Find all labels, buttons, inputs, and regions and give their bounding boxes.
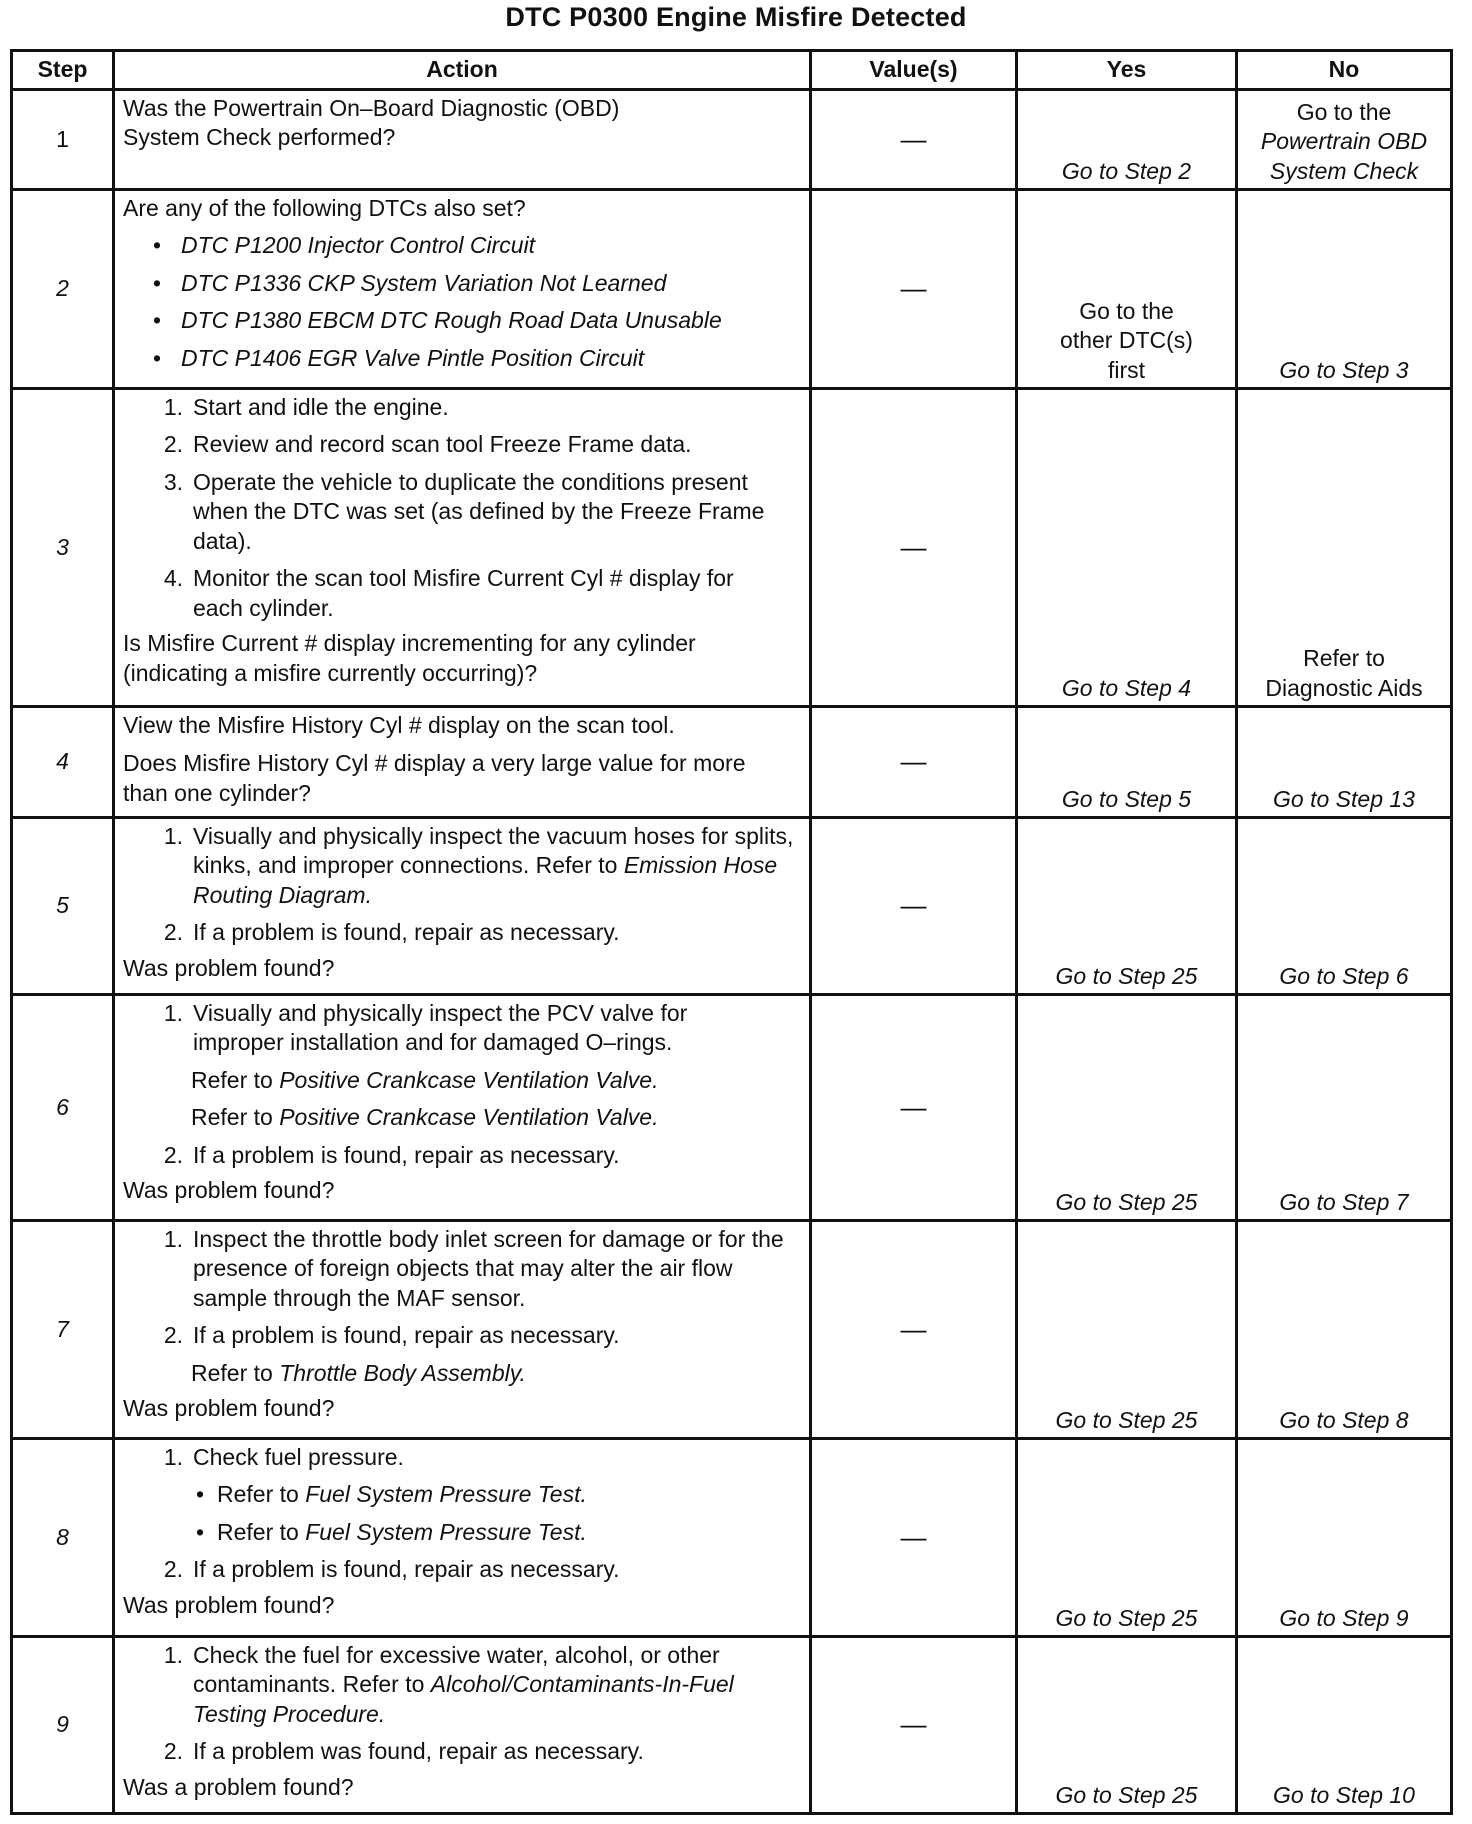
- action-cell: [114, 90, 811, 190]
- list-item: • Refer to Fuel System Pressure Test.: [183, 1480, 803, 1509]
- action-cell: [114, 190, 811, 389]
- list-item: 2. If a problem is found, repair as necessary.: [123, 918, 803, 947]
- no-link-text: Powertrain OBD System Check: [1260, 128, 1428, 184]
- no-cell: Go to Step 9: [1237, 1439, 1452, 1637]
- yes-cell: Go to Step 25: [1017, 995, 1237, 1221]
- value-cell: —: [811, 90, 1017, 190]
- step-number: [12, 1637, 114, 1814]
- list-item: 1. Check the fuel for excessive water, alcohol, or other contaminants. Refer to Alcohol/Contaminants-In-Fuel Testing Procedure.: [123, 1641, 803, 1729]
- step-number-text: 2: [56, 275, 69, 302]
- no-cell: Go to Step 7: [1237, 995, 1452, 1221]
- header-values: Value(s): [811, 51, 1017, 90]
- table-row: [12, 389, 1452, 707]
- item-reference: Positive Crankcase Ventilation Valve.: [279, 1104, 659, 1131]
- refer-prefix: Refer to: [191, 1359, 273, 1386]
- table-row: [12, 818, 1452, 995]
- value-cell: —: [811, 707, 1017, 818]
- bullet-text: DTC P1406 EGR Valve Pintle Position Circuit: [181, 344, 645, 371]
- list-item: 1. Visually and physically inspect the vacuum hoses for splits, kinks, and improper connections. Refer to Emission Hose Routing Diagram.: [123, 822, 803, 910]
- bullet-text: DTC P1380 EBCM DTC Rough Road Data Unusable: [181, 307, 722, 334]
- step-number: 1: [12, 90, 114, 190]
- action-cell: [114, 1439, 811, 1637]
- action-intro: Are any of the following DTCs also set?: [123, 195, 526, 221]
- action-cell: [114, 1221, 811, 1439]
- action-question: Was problem found?: [123, 1591, 335, 1618]
- item-reference: Alcohol/Contaminants-In-Fuel Testing Procedure.: [193, 1671, 734, 1727]
- step-number-text: 6: [56, 1093, 69, 1120]
- item-text: If a problem is found, repair as necessary.: [193, 1141, 620, 1168]
- no-text: Refer to Diagnostic Aids: [1265, 645, 1423, 701]
- value-cell: —: [811, 995, 1017, 1221]
- step-number-text: 3: [56, 533, 69, 560]
- refer-prefix: Refer to: [217, 1481, 299, 1508]
- header-action: Action: [114, 51, 811, 90]
- list-item: • Refer to Fuel System Pressure Test.: [183, 1518, 803, 1547]
- header-yes: Yes: [1017, 51, 1237, 90]
- list-item: 2. If a problem was found, repair as necessary.: [123, 1737, 803, 1766]
- item-text: If a problem is found, repair as necessary.: [193, 1556, 620, 1583]
- step-number: [12, 389, 114, 707]
- item-text: [217, 1480, 587, 1509]
- action-question: Does Misfire History Cyl # display a very large value for more than one cylinder?: [123, 750, 746, 806]
- table-row: [12, 1439, 1452, 1637]
- list-item: 2. If a problem is found, repair as necessary.: [123, 1555, 803, 1584]
- item-text: Review and record scan tool Freeze Frame data.: [193, 431, 692, 458]
- no-cell: Go to Step 3: [1237, 190, 1452, 389]
- value-cell: —: [811, 1221, 1017, 1439]
- yes-cell: Go to Step 25: [1017, 1439, 1237, 1637]
- table-row: [12, 90, 1452, 190]
- item-text: [193, 1641, 803, 1729]
- value-cell: —: [811, 190, 1017, 389]
- item-reference: Fuel System Pressure Test.: [305, 1481, 587, 1508]
- no-cell: Go to Step 10: [1237, 1637, 1452, 1814]
- item-text: Monitor the scan tool Misfire Current Cyl # display for each cylinder.: [193, 565, 734, 621]
- yes-cell: Go to Step 2: [1017, 90, 1237, 190]
- refer-line: [191, 1359, 803, 1388]
- list-item: 1. Start and idle the engine.: [123, 393, 803, 422]
- diagnostic-table: [10, 49, 1453, 1815]
- header-step: Step: [12, 51, 114, 90]
- no-cell: Go to Step 13: [1237, 707, 1452, 818]
- action-cell: [114, 1637, 811, 1814]
- action-cell: [114, 818, 811, 995]
- item-text: Start and idle the engine.: [193, 394, 449, 420]
- value-cell: —: [811, 818, 1017, 995]
- list-item: 4. Monitor the scan tool Misfire Current Cyl # display for each cylinder.: [123, 564, 803, 623]
- action-cell: [114, 995, 811, 1221]
- refer-line: [191, 1066, 803, 1095]
- step-number-text: 5: [56, 892, 69, 919]
- action-question: Was problem found?: [123, 1177, 335, 1204]
- step-number: [12, 818, 114, 995]
- list-item: • DTC P1380 EBCM DTC Rough Road Data Unusable: [153, 306, 803, 335]
- item-reference: Positive Crankcase Ventilation Valve.: [279, 1066, 659, 1093]
- no-cell: [1237, 90, 1452, 190]
- refer-prefix: Refer to: [217, 1518, 299, 1545]
- action-question: Was a problem found?: [123, 1773, 354, 1800]
- page-title: DTC P0300 Engine Misfire Detected: [505, 2, 967, 32]
- item-text: If a problem is found, repair as necessary.: [193, 1322, 620, 1349]
- table-row: [12, 995, 1452, 1221]
- list-item: 1. Inspect the throttle body inlet screen for damage or for the presence of foreign objects that may alter the air flow sample through the MAF sensor.: [123, 1225, 803, 1313]
- no-text: Go to the: [1296, 98, 1392, 125]
- step-number-text: 7: [56, 1315, 69, 1342]
- action-question: Was problem found?: [123, 1395, 335, 1422]
- step-number: [12, 1439, 114, 1637]
- item-text-plain: Visually and physically inspect the vacuum hoses for splits, kinks, and improper connections. Refer to: [193, 823, 794, 879]
- action-question: Was problem found?: [123, 954, 335, 981]
- table-row: [12, 707, 1452, 818]
- list-item: 2. Review and record scan tool Freeze Frame data.: [123, 430, 803, 459]
- step-number-text: 8: [56, 1523, 69, 1550]
- item-text-plain: Check the fuel for excessive water, alcohol, or other contaminants. Refer to: [193, 1642, 720, 1698]
- action-question: Is Misfire Current # display incrementing for any cylinder (indicating a misfire currently occurring)?: [123, 630, 696, 686]
- item-text: Inspect the throttle body inlet screen for damage or for the presence of foreign objects that may alter the air flow sample through the MAF sensor.: [193, 1226, 784, 1311]
- step-number: [12, 707, 114, 818]
- yes-cell: Go to Step 25: [1017, 1221, 1237, 1439]
- item-text: Operate the vehicle to duplicate the conditions present when the DTC was set (as defined by the Freeze Frame data).: [193, 468, 765, 554]
- item-text: [217, 1518, 587, 1547]
- refer-prefix: Refer to: [191, 1066, 273, 1093]
- yes-cell: Go to Step 25: [1017, 818, 1237, 995]
- value-cell: —: [811, 1637, 1017, 1814]
- item-text: [193, 822, 803, 910]
- item-reference: Fuel System Pressure Test.: [305, 1518, 587, 1545]
- yes-cell: [1017, 190, 1237, 389]
- action-cell: [114, 707, 811, 818]
- bullet-text: DTC P1200 Injector Control Circuit: [181, 232, 536, 259]
- no-cell: Go to Step 8: [1237, 1221, 1452, 1439]
- value-cell: —: [811, 389, 1017, 707]
- refer-prefix: Refer to: [191, 1104, 273, 1131]
- yes-cell: Go to Step 25: [1017, 1637, 1237, 1814]
- action-question: Was the Powertrain On–Board Diagnostic (OBD) System Check performed?: [123, 95, 620, 151]
- step-number-text: 4: [56, 748, 69, 775]
- step-number-text: 9: [56, 1711, 69, 1738]
- list-item: 2. If a problem is found, repair as necessary.: [123, 1321, 803, 1350]
- step-number: [12, 1221, 114, 1439]
- yes-cell: Go to Step 5: [1017, 707, 1237, 818]
- item-reference: Throttle Body Assembly.: [279, 1359, 526, 1386]
- list-item: • DTC P1336 CKP System Variation Not Learned: [153, 269, 803, 298]
- list-item: • DTC P1406 EGR Valve Pintle Position Circuit: [153, 344, 803, 373]
- step-number: [12, 995, 114, 1221]
- table-row: [12, 1221, 1452, 1439]
- action-intro: View the Misfire History Cyl # display on the scan tool.: [123, 712, 675, 738]
- list-item: 1. Visually and physically inspect the PCV valve for improper installation and for damaged O–rings.: [123, 999, 803, 1058]
- yes-cell: Go to Step 4: [1017, 389, 1237, 707]
- no-cell: Go to Step 6: [1237, 818, 1452, 995]
- item-text: If a problem was found, repair as necessary.: [193, 1738, 644, 1765]
- header-no: No: [1237, 51, 1452, 90]
- step-number: [12, 190, 114, 389]
- list-item: 2. If a problem is found, repair as necessary.: [123, 1141, 803, 1170]
- list-item: 3. Operate the vehicle to duplicate the conditions present when the DTC was set (as defined by the Freeze Frame data).: [123, 468, 803, 556]
- list-item: 1. Check fuel pressure.: [123, 1443, 803, 1472]
- bullet-text: DTC P1336 CKP System Variation Not Learned: [181, 269, 667, 296]
- no-cell: [1237, 389, 1452, 707]
- refer-line: [191, 1103, 803, 1132]
- action-cell: [114, 389, 811, 707]
- item-text: If a problem is found, repair as necessary.: [193, 919, 620, 946]
- list-item: • DTC P1200 Injector Control Circuit: [153, 231, 803, 260]
- item-text: Visually and physically inspect the PCV valve for improper installation and for damaged O–rings.: [193, 1000, 688, 1056]
- table-header-row: [12, 51, 1452, 90]
- item-text: Check fuel pressure.: [193, 1444, 404, 1470]
- table-row: [12, 190, 1452, 389]
- yes-text: Go to the other DTC(s) first: [1060, 297, 1193, 383]
- item-reference: Emission Hose Routing Diagram.: [193, 852, 778, 908]
- table-row: [12, 1637, 1452, 1814]
- value-cell: —: [811, 1439, 1017, 1637]
